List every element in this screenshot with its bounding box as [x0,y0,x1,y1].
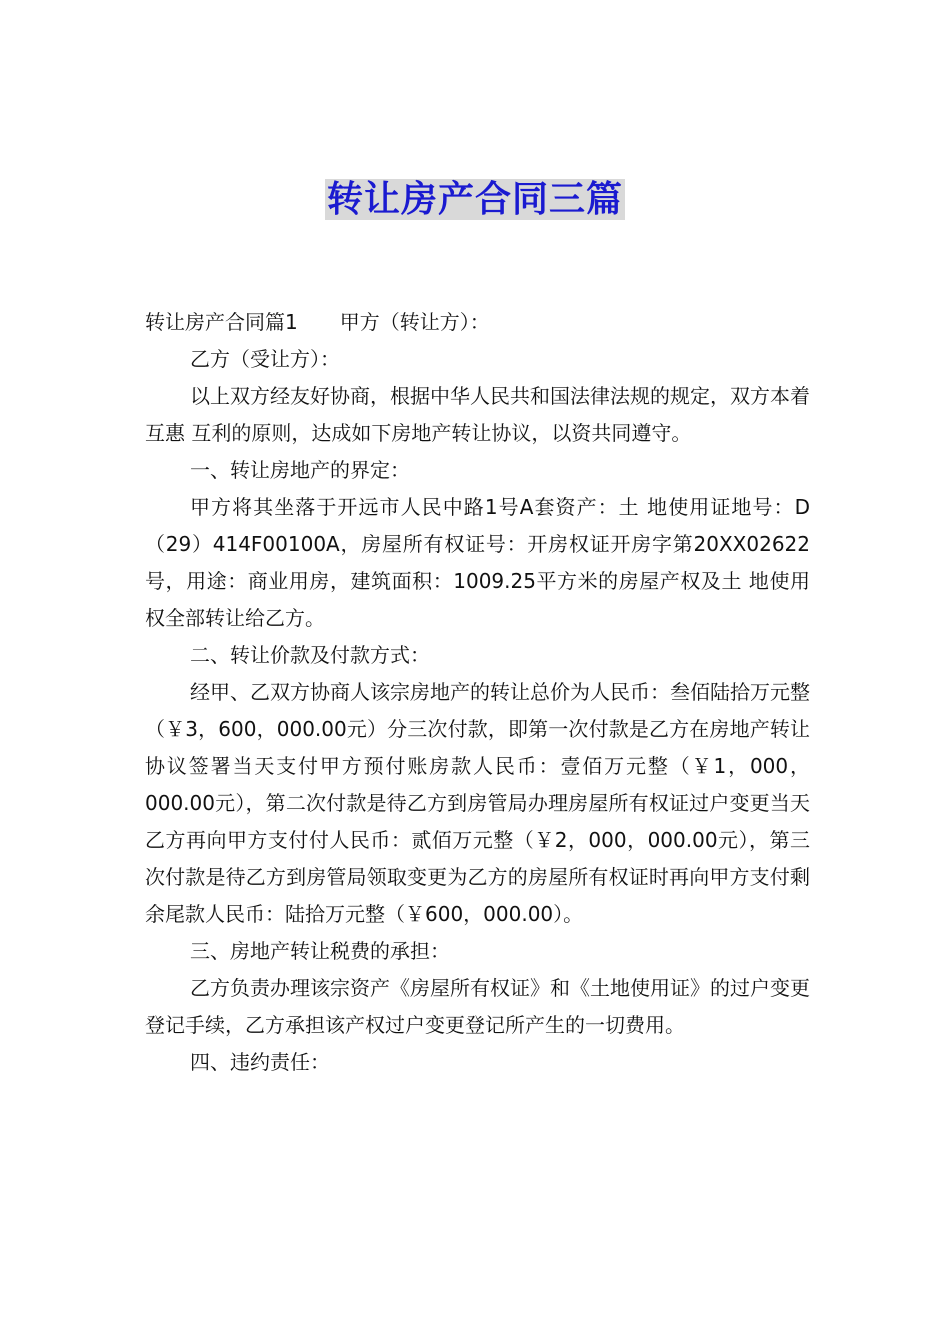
document-body [145,304,810,1081]
section-heading-1: 一、转让房地产的界定： [190,458,410,482]
preamble-paragraph: 以上双方经友好协商，根据中华人民共和国法律法规的规定，双方本着互惠 互利的原则，达成如下房地产转让协议，以资共同遵守。 [145,384,810,445]
document-title: 转让房产合同三篇 [326,179,623,220]
party-b-label: 乙方（受让方）： [190,347,340,371]
section-paragraph-3: 乙方负责办理该宗资产《房屋所有权证》和《土地使用证》的过户变更登记手续，乙方承担该产权过户变更登记所产生的一切费用。 [145,976,810,1037]
section-heading-3: 三、房地产转让税费的承担： [190,939,450,963]
contract-heading: 转让房产合同篇1 [145,310,298,334]
document-title-container [0,176,950,224]
section-paragraph-2: 经甲、乙双方协商人该宗房地产的转让总价为人民币：叁佰陆拾万元整（￥3，600，000.00元）分三次付款，即第一次付款是乙方在房地产转让协议签署当天支付甲方预付账房款人民币：壹佰万元整（￥1，000，000.00元），第二次付款是待乙方到房管局办理房屋所有权证过户变更当天乙方再向甲方支付付人民币：贰佰万元整（￥2，000，000.00元），第三次付款是待乙方到房管局领取变更为乙方的房屋所有权证时再向甲方支付剩余尾款人民币：陆拾万元整（￥600，000.00）。 [145,680,810,926]
section-paragraph-1: 甲方将其坐落于开远市人民中路1号A套资产：土 地使用证地号：D（29）414F00100A，房屋所有权证号：开房权证开房字第20XX02622号，用途：商业用房，建筑面积：1009.25平方米的房屋产权及土 地使用权全部转让给乙方。 [145,495,810,630]
section-heading-2: 二、转让价款及付款方式： [190,643,430,667]
contract-heading-line [145,304,810,341]
party-a-label: 甲方（转让方）： [339,310,490,334]
section-heading-4: 四、违约责任： [190,1050,330,1074]
